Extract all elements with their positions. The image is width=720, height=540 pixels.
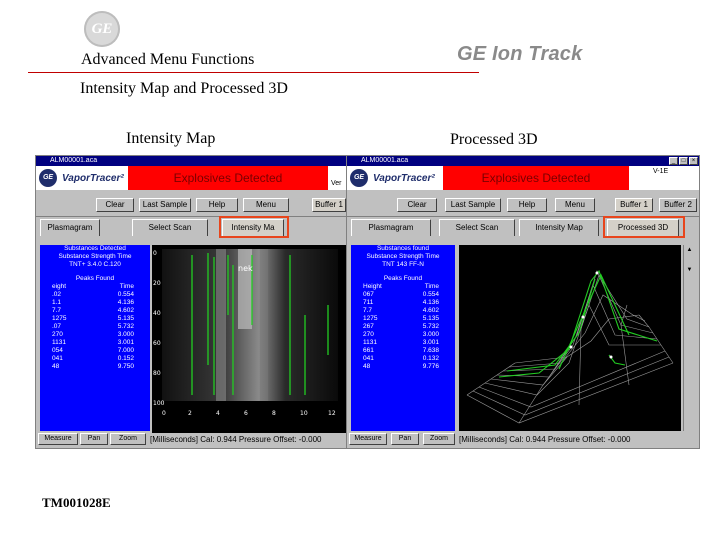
window-title: ALM00001.aca [50,157,98,164]
svg-text:10: 10 [300,410,308,417]
peak-row: 041 0.132 [363,355,439,362]
intensity-map-plot[interactable] [152,245,346,433]
menu-button[interactable]: Menu [243,198,289,212]
window-titlebar [347,156,699,166]
results-header: Substances found [376,245,430,252]
scroll-up-icon[interactable]: ▲ [686,247,693,253]
processed-3d-plot[interactable] [459,245,681,431]
tab-plasmagram[interactable]: Plasmagram [40,219,100,236]
peak-row: 7.7 4.602 [363,307,439,314]
status-bar [36,433,346,446]
intensity-map-window [35,155,347,449]
help-button[interactable]: Help [196,198,238,212]
peak-row: 041 0.152 [52,355,134,362]
tab-select-scan[interactable]: Select Scan [439,219,515,236]
tab-select-scan[interactable]: Select Scan [132,219,208,236]
peak-row: 1131 3.001 [363,339,439,346]
window-titlebar [36,156,346,166]
svg-text:0: 0 [153,250,157,257]
scroll-down-icon[interactable]: ▼ [686,267,693,273]
results-panel [40,245,150,431]
ge-mini-logo: GE [39,169,57,187]
minimize-button[interactable]: _ [669,157,678,165]
peak-row: 270 3.000 [52,331,134,338]
version-label: V-1E [653,168,669,175]
app-header [347,166,699,190]
tab-intensity-map[interactable]: Intensity Ma [222,219,284,236]
svg-text:6: 6 [244,410,248,417]
status-readout: [Milliseconds] Cal: 0.944 Pressure Offset: -0.000 [150,435,322,444]
results-columns: Substance Strength Time [58,253,132,260]
zoom-button[interactable]: Zoom [423,433,455,445]
results-header: Substances Detected [64,245,126,252]
caption-processed-3d: Processed 3D [450,131,538,148]
peak-row: 48 9.750 [52,363,134,370]
peaks-col-height: eight [52,283,67,290]
tab-processed-3d[interactable]: Processed 3D [607,219,679,236]
vertical-scrollbar[interactable] [683,245,696,431]
results-panel [351,245,455,431]
peaks-title: Peaks Found [75,275,115,282]
ge-logo-text: GE [91,20,113,37]
intensity-band [216,249,226,401]
svg-text:4: 4 [216,410,220,417]
peak-row: 1275 5.135 [363,315,439,322]
status-readout: [Milliseconds] Cal: 0.944 Pressure Offset: -0.000 [459,435,631,444]
peak-row: 711 4.136 [363,299,439,306]
pan-button[interactable]: Pan [80,433,108,445]
alarm-banner: Explosives Detected [128,166,328,190]
peak-row: 270 3.000 [363,331,439,338]
peak-row: 7.7 4.602 [52,307,134,314]
detected-substance: TNT+ 3.4.0 C.120 [69,261,121,268]
ge-mini-logo: GE [350,169,368,187]
tab-plasmagram[interactable]: Plasmagram [351,219,431,236]
peaks-title: Peaks Found [383,275,423,282]
intensity-band [238,249,252,329]
peak-row: .02 0.554 [52,291,134,298]
measure-button[interactable]: Measure [38,433,78,445]
peak-row: 1275 5.135 [52,315,134,322]
alarm-banner: Explosives Detected [443,166,629,190]
app-header [36,166,346,190]
peak-row: 48 9.776 [363,363,439,370]
peak-row: 1131 3.001 [52,339,134,346]
help-button[interactable]: Help [507,198,547,212]
close-button[interactable]: × [689,157,698,165]
tab-intensity-map[interactable]: Intensity Map [519,219,599,236]
slide-subtitle: Intensity Map and Processed 3D [80,80,288,97]
last-sample-button[interactable]: Last Sample [139,198,191,212]
status-bar [347,433,699,446]
ge-logo [84,11,120,47]
svg-text:0: 0 [162,410,166,417]
version-label: Ver [331,180,342,187]
buffer-2-button[interactable]: Buffer 2 [659,198,697,212]
results-columns: Substance Strength Time [366,253,440,260]
zoom-button[interactable]: Zoom [110,433,146,445]
peak-row: 067 0.554 [363,291,439,298]
peaks-col-time: Time [119,283,134,290]
peak-row: 661 7.638 [363,347,439,354]
caption-intensity-map: Intensity Map [126,130,216,147]
product-name: VaporTracer² [62,173,124,184]
svg-text:100: 100 [153,400,165,407]
title-divider [28,72,479,73]
toolbar-divider [36,216,346,217]
svg-text:80: 80 [153,370,161,377]
peaks-col-time: Time [424,283,439,290]
svg-text:12: 12 [328,410,336,417]
menu-button[interactable]: Menu [555,198,595,212]
brand-wordmark: GE Ion Track [457,43,583,65]
clear-button[interactable]: Clear [96,198,134,212]
detected-substance: TNT 143 FF-N [382,261,424,268]
svg-text:2: 2 [188,410,192,417]
buffer-1-button[interactable]: Buffer 1 [312,198,346,212]
pan-button[interactable]: Pan [391,433,419,445]
last-sample-button[interactable]: Last Sample [445,198,501,212]
svg-text:20: 20 [153,280,161,287]
selected-tab-highlight [603,216,685,238]
map-label: nek [238,264,253,273]
svg-text:40: 40 [153,310,161,317]
buffer-1-button[interactable]: Buffer 1 [615,198,653,212]
peak-row: 267 5.732 [363,323,439,330]
slide-footer-code: TM001028E [42,495,111,510]
svg-text:8: 8 [272,410,276,417]
peak-row: 054 7.000 [52,347,134,354]
processed-3d-window [346,155,700,449]
svg-text:60: 60 [153,340,161,347]
measure-button[interactable]: Measure [349,433,387,445]
selected-tab-highlight [219,216,289,238]
intensity-band [260,249,268,401]
peak-row: .07 5.732 [52,323,134,330]
peaks-col-height: Height [363,283,382,290]
slide-title: Advanced Menu Functions [81,51,255,68]
maximize-button[interactable]: □ [679,157,688,165]
product-name: VaporTracer² [373,173,435,184]
window-title: ALM00001.aca [361,157,409,164]
peak-row: 1.1 4.136 [52,299,134,306]
clear-button[interactable]: Clear [397,198,437,212]
